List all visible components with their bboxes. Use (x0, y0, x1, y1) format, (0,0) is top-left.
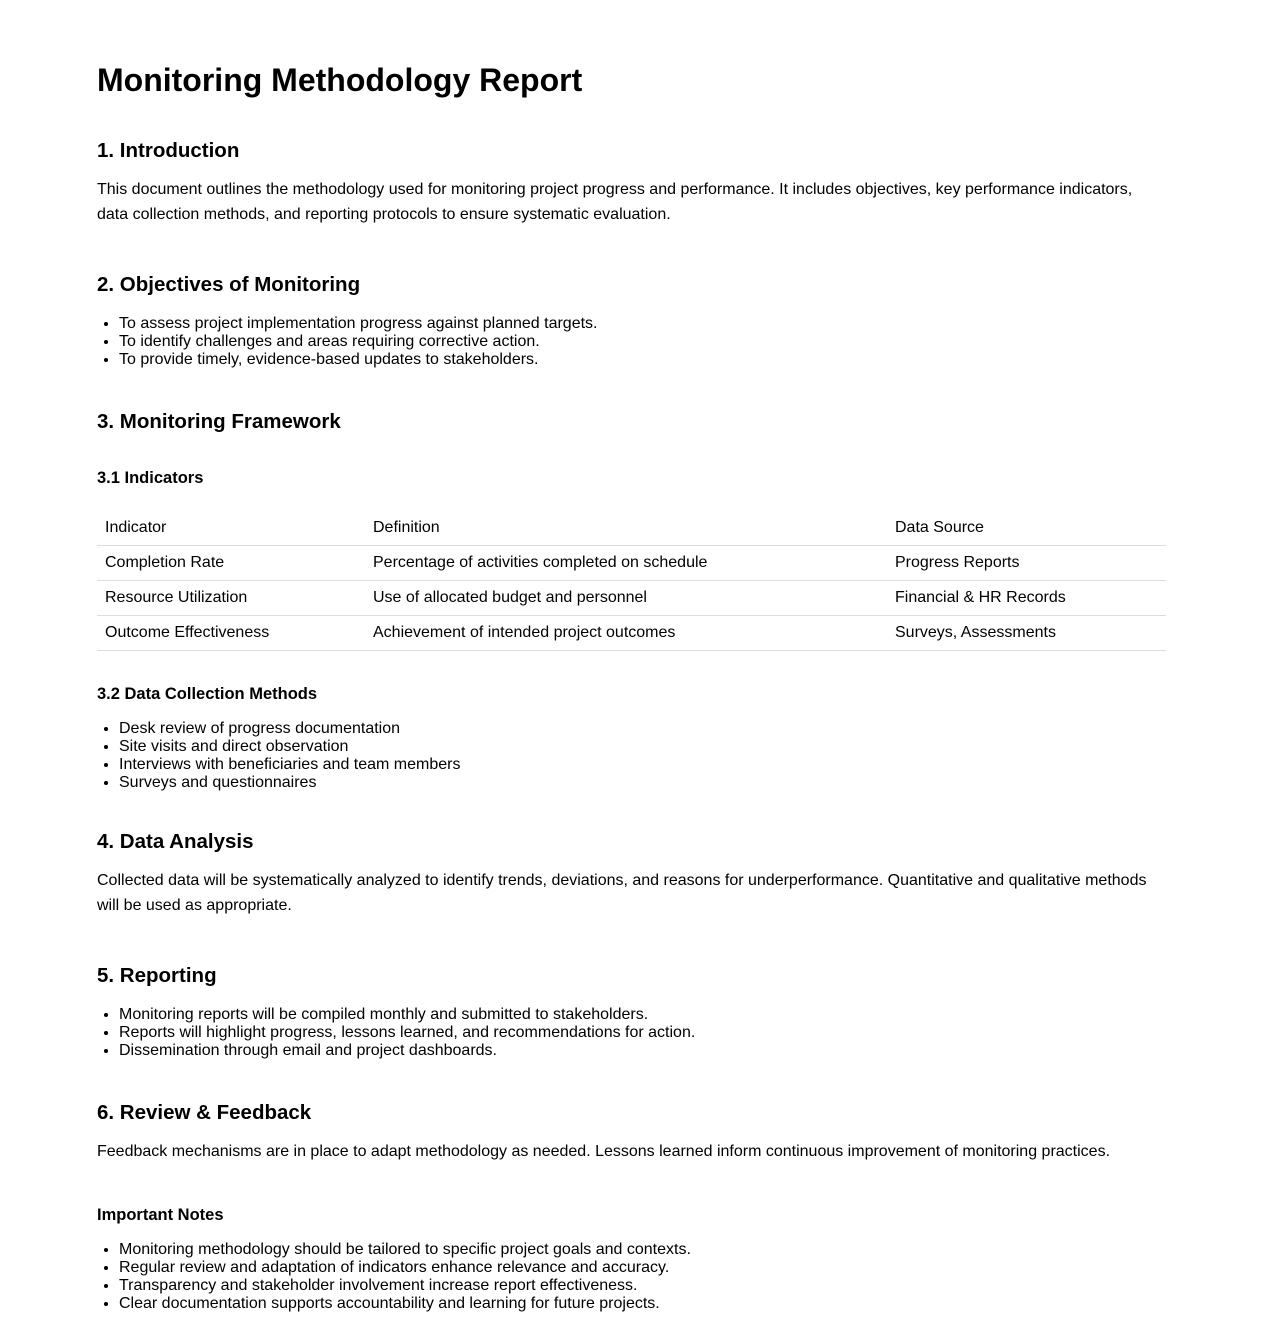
list-item: • To provide timely, evidence-based updates to stakeholders. (119, 351, 1166, 369)
indicators-table (97, 511, 1166, 651)
table-cell: Achievement of intended project outcomes (365, 616, 887, 651)
review-text: Feedback mechanisms are in place to adapt methodology as needed. Lessons learned inform continuous improvement of monitoring practices. (97, 1143, 1111, 1160)
column-header-definition: Definition (365, 511, 887, 546)
table-row (97, 616, 1166, 651)
list-item: • Interviews with beneficiaries and team members (119, 756, 1166, 774)
subsection-heading-notes: Important Notes (97, 1206, 224, 1224)
list-item: • Reports will highlight progress, lessons learned, and recommendations for action. (119, 1024, 1166, 1042)
table-cell: Completion Rate (97, 546, 365, 581)
section-heading-reporting: 5. Reporting (97, 964, 217, 987)
table-cell: Progress Reports (887, 546, 1166, 581)
table-cell: Surveys, Assessments (887, 616, 1166, 651)
list-item: • Site visits and direct observation (119, 738, 1166, 756)
section-heading-framework: 3. Monitoring Framework (97, 410, 341, 433)
table-row (97, 581, 1166, 616)
subsection-heading-indicators: 3.1 Indicators (97, 469, 204, 487)
table-cell: Outcome Effectiveness (97, 616, 365, 651)
list-item: • Transparency and stakeholder involvement increase report effectiveness. (119, 1277, 1166, 1295)
section-heading-objectives: 2. Objectives of Monitoring (97, 273, 361, 296)
list-item: • To identify challenges and areas requiring corrective action. (119, 333, 1166, 351)
page-title: Monitoring Methodology Report (97, 62, 583, 98)
section-heading-analysis: 4. Data Analysis (97, 830, 254, 853)
objectives-list (97, 315, 1166, 369)
table-header-row (97, 511, 1166, 546)
introduction-text: This document outlines the methodology used for monitoring project progress and performance. It includes objectives, key performance indicators, data collection methods, and reporting protocols to ensure systematic evaluation. (97, 181, 1133, 223)
list-item: • To assess project implementation progress against planned targets. (119, 315, 1166, 333)
list-item: • Monitoring methodology should be tailored to specific project goals and contexts. (119, 1241, 1166, 1259)
section-heading-review: 6. Review & Feedback (97, 1101, 312, 1124)
analysis-text: Collected data will be systematically analyzed to identify trends, deviations, and reasons for underperformance. Quantitative and qualitative methods will be used as appropriate. (97, 872, 1147, 914)
list-item: • Monitoring reports will be compiled monthly and submitted to stakeholders. (119, 1006, 1166, 1024)
list-item: • Surveys and questionnaires (119, 774, 1166, 792)
section-heading-introduction: 1. Introduction (97, 139, 240, 162)
reporting-list (97, 1006, 1166, 1060)
list-item: • Clear documentation supports accountability and learning for future projects. (119, 1295, 1166, 1313)
table-cell: Use of allocated budget and personnel (365, 581, 887, 616)
table-cell: Financial & HR Records (887, 581, 1166, 616)
column-header-data-source: Data Source (887, 511, 1166, 546)
column-header-indicator: Indicator (97, 511, 365, 546)
list-item: • Dissemination through email and project dashboards. (119, 1042, 1166, 1060)
table-cell: Resource Utilization (97, 581, 365, 616)
data-collection-list (97, 720, 1166, 792)
subsection-heading-data-collection: 3.2 Data Collection Methods (97, 685, 318, 703)
table-row (97, 546, 1166, 581)
list-item: • Desk review of progress documentation (119, 720, 1166, 738)
table-cell: Percentage of activities completed on schedule (365, 546, 887, 581)
list-item: • Regular review and adaptation of indicators enhance relevance and accuracy. (119, 1259, 1166, 1277)
notes-list (97, 1241, 1166, 1313)
